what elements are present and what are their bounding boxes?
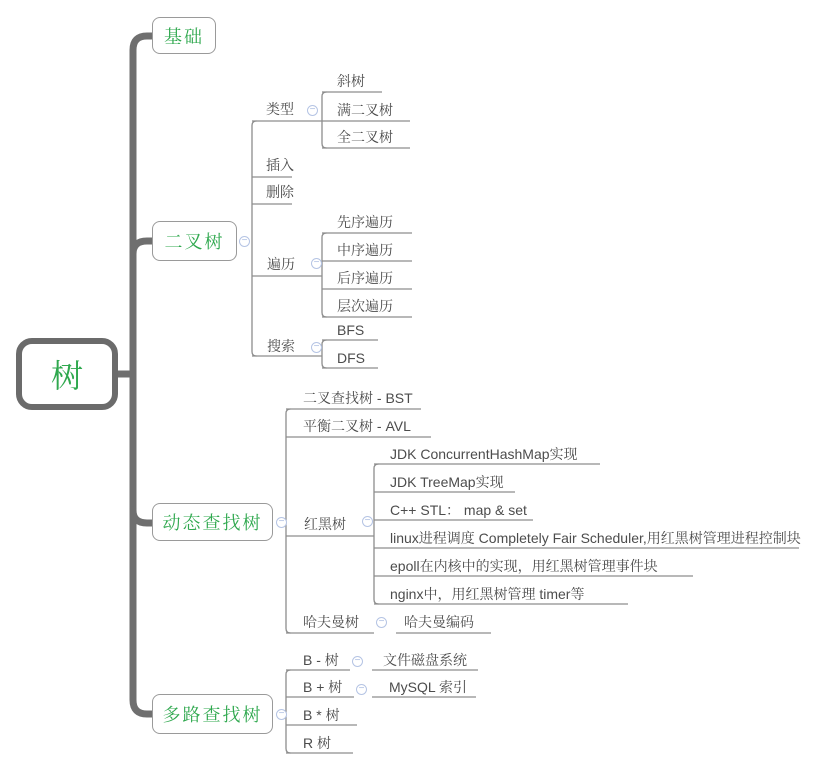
- branch-multiway-search-tree[interactable]: 多路查找树: [152, 694, 273, 734]
- topic-epoll[interactable]: epoll在内核中的实现，用红黑树管理事件块: [390, 558, 658, 574]
- topic-insert[interactable]: 插入: [266, 157, 294, 173]
- topic-file-disk-system[interactable]: 文件磁盘系统: [383, 652, 467, 668]
- topic-red-black-tree[interactable]: 红黑树: [304, 516, 346, 532]
- branch-binary-tree[interactable]: 二叉树: [152, 221, 237, 261]
- topic-preorder-traversal[interactable]: 先序遍历: [337, 214, 393, 230]
- branch-dynamic-search-tree[interactable]: 动态查找树: [152, 503, 273, 541]
- topic-dfs[interactable]: DFS: [337, 350, 365, 366]
- root-topic[interactable]: 树: [16, 338, 118, 410]
- topic-inorder-traversal[interactable]: 中序遍历: [337, 242, 393, 258]
- topic-huffman-coding[interactable]: 哈夫曼编码: [404, 614, 474, 630]
- trunk-lines: [118, 36, 152, 714]
- collapse-icon-traverse[interactable]: −: [311, 258, 322, 269]
- collapse-icon-type[interactable]: −: [307, 105, 318, 116]
- topic-complete-binary-tree[interactable]: 全二叉树: [337, 129, 393, 145]
- collapse-icon-red-black-tree[interactable]: −: [362, 516, 373, 527]
- topic-bfs[interactable]: BFS: [337, 322, 365, 338]
- topic-nginx-timer[interactable]: nginx中，用红黑树管理 timer等: [390, 586, 585, 602]
- topic-mysql-index[interactable]: MySQL 索引: [389, 679, 468, 695]
- collapse-icon-b-tree[interactable]: −: [352, 656, 363, 667]
- topic-type[interactable]: 类型: [266, 101, 294, 117]
- collapse-icon-b-plus-tree[interactable]: −: [356, 684, 367, 695]
- topic-jdk-treemap[interactable]: JDK TreeMap实现: [390, 474, 504, 490]
- topic-jdk-concurrenthashmap[interactable]: JDK ConcurrentHashMap实现: [390, 446, 578, 462]
- collapse-icon-binary-tree[interactable]: −: [239, 236, 250, 247]
- topic-huffman-tree[interactable]: 哈夫曼树: [303, 614, 359, 630]
- collapse-icon-multiway-search-tree[interactable]: −: [276, 709, 287, 720]
- topic-skewed-tree[interactable]: 斜树: [337, 73, 365, 89]
- topic-bst[interactable]: 二叉查找树 - BST: [303, 390, 413, 406]
- branch-basics[interactable]: 基础: [152, 17, 216, 54]
- topic-b-tree[interactable]: B - 树: [303, 652, 339, 668]
- topic-traverse[interactable]: 遍历: [267, 256, 295, 272]
- topic-avl[interactable]: 平衡二叉树 - AVL: [303, 418, 411, 434]
- topic-cpp-stl-map-set[interactable]: C++ STL： map & set: [390, 502, 527, 518]
- collapse-icon-dynamic-search-tree[interactable]: −: [276, 517, 287, 528]
- topic-b-plus-tree[interactable]: B + 树: [303, 679, 343, 695]
- topic-r-tree[interactable]: R 树: [303, 735, 331, 751]
- topic-search[interactable]: 搜索: [267, 338, 295, 354]
- topic-postorder-traversal[interactable]: 后序遍历: [337, 270, 393, 286]
- topic-delete[interactable]: 删除: [266, 184, 294, 200]
- topic-levelorder-traversal[interactable]: 层次遍历: [337, 298, 393, 314]
- topic-linux-cfs[interactable]: linux进程调度 Completely Fair Scheduler,用红黑树管理进程控制块: [390, 530, 801, 546]
- collapse-icon-huffman-tree[interactable]: −: [376, 617, 387, 628]
- topic-b-star-tree[interactable]: B * 树: [303, 707, 340, 723]
- topic-full-binary-tree[interactable]: 满二叉树: [337, 102, 393, 118]
- collapse-icon-search[interactable]: −: [311, 342, 322, 353]
